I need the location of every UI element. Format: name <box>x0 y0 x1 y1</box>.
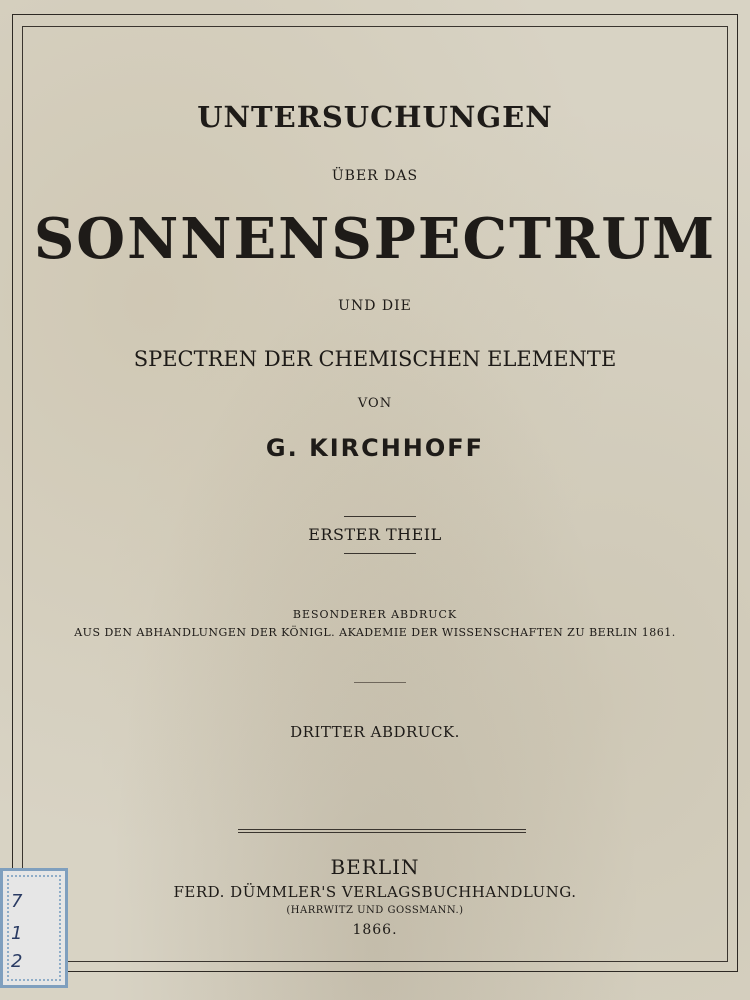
by-line: VON <box>357 396 393 411</box>
edition-label: DRITTER ABDRUCK. <box>290 723 460 741</box>
stamp-mark-3: 2 <box>11 951 23 972</box>
inner-border <box>22 26 728 962</box>
imprint-publisher: FERD. DÜMMLER'S VERLAGSBUCHHANDLUNG. <box>173 883 577 901</box>
library-stamp <box>0 868 68 988</box>
imprint-rule-bottom <box>238 832 526 833</box>
imprint-rule-top <box>238 829 526 830</box>
subtitle: SPECTREN DER CHEMISCHEN ELEMENTE <box>133 347 617 371</box>
title-line-2: ÜBER DAS <box>331 168 419 184</box>
stamp-mark-2: 1 <box>11 923 23 944</box>
main-title: SONNENSPECTRUM <box>33 206 717 272</box>
author-name: G. KIRCHHOFF <box>265 434 485 462</box>
short-divider <box>354 682 406 683</box>
reprint-note-1: BESONDERER ABDRUCK <box>292 608 458 621</box>
part-rule-bottom <box>344 553 416 554</box>
imprint-publisher-sub: (HARRWITZ UND GOSSMANN.) <box>286 905 464 916</box>
title-line-1: UNTERSUCHUNGEN <box>197 100 553 134</box>
title-line-4: UND DIE <box>338 298 412 314</box>
imprint-city: BERLIN <box>330 855 420 879</box>
part-rule-top <box>344 516 416 517</box>
reprint-note-2: AUS DEN ABHANDLUNGEN DER KÖNIGL. AKADEMIE DER WISSENSCHAFTEN ZU BERLIN 1861. <box>74 626 676 639</box>
imprint-year: 1866. <box>352 922 398 938</box>
stamp-mark-1: 7 <box>11 891 23 912</box>
part-label: ERSTER THEIL <box>308 525 442 544</box>
